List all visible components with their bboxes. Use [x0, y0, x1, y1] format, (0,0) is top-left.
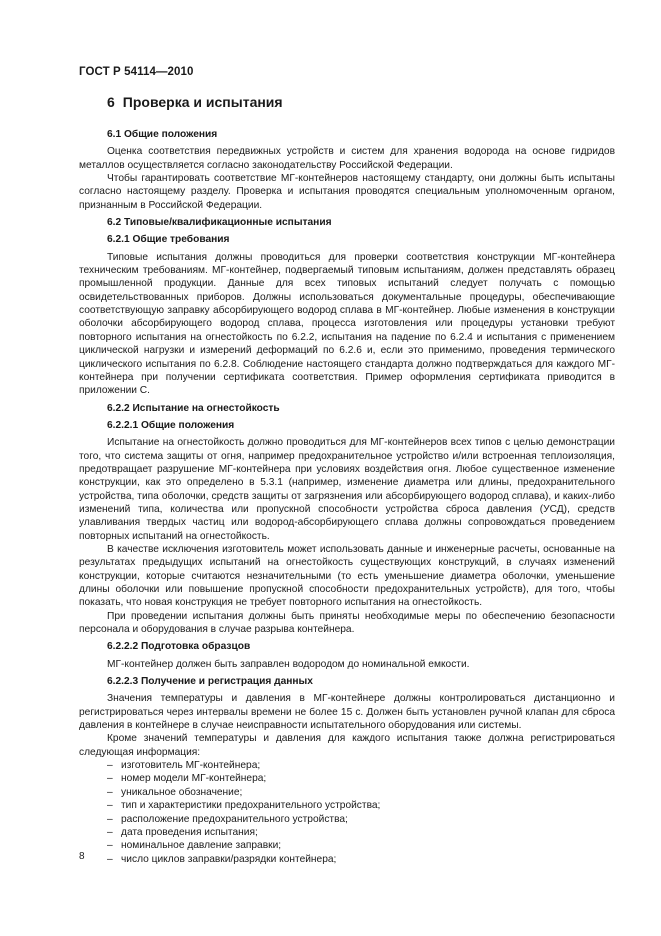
- subsection-6-2-2-title: 6.2.2 Испытание на огнестойкость: [107, 402, 280, 414]
- subsection-6-2-1-title: 6.2.1 Общие требования: [107, 234, 230, 246]
- list-dash: –: [107, 760, 113, 772]
- list-item: – уникальное обозначение;: [107, 786, 243, 798]
- list-item: – расположение предохранительного устройства;: [107, 813, 348, 825]
- section-title: Проверка и испытания: [122, 94, 283, 110]
- subsection-6-2-2-1-title: 6.2.2.1 Общие положения: [107, 419, 235, 431]
- paragraph-6-1-b: Чтобы гарантировать соответствие МГ-контейнеров настоящему стандарту, они должны быть испытаны согласно настоящему разделу. Проверка и испытания проводятся специальным уполномоченным органом, признанным в Российской Федерации.: [79, 173, 615, 211]
- list-item: – тип и характеристики предохранительного устройства;: [107, 800, 381, 812]
- paragraph-6-2-2-1-a: Испытание на огнестойкость должно проводиться для МГ-контейнеров всех типов с целью демонстрации того, что система защиты от огня, например предохранительное устройство и/или встроенная теплоизоляция, предотвращает разрушение МГ-контейнера при условиях воздействия огня. Любое существенное изменение конструкции, как это определено в 5.3.1 (например, изменение диаметра или длины, предохранительного устройства, типа оболочки, средств защиты от загрязнения или абсорбирующего водород сплава), и каких-либо изменений типа, количества или пропускной способности устройства сброса давления (УСД), средств улавливания твердых частиц или водород-абсорбирующего сплава должны сопровождаться проведением повторных испытаний на огнестойкость.: [79, 437, 615, 542]
- list-dash: –: [107, 773, 113, 785]
- paragraph-6-2-1: Типовые испытания должны проводиться для проверки соответствия конструкции МГ-контейнера техническим требованиям. МГ-контейнер, подвергаемый типовым испытаниям, должен представлять образец промышленной продукции. Данные для всех типовых испытаний следует получать с помощью освидетельствованных приборов. Должны использоваться документальные процедуры, обеспечивающие соответствующую заправку абсорбирующего водород сплава в МГ-контейнер. Любые изменения в конструкции оболочки абсорбирующего водород сплава, процесса изготовления или процедуры установки требуют повторного испытания на огнестойкость по 6.2.2, испытания на падение по 6.2.4 и испытания с применением циклической нагрузки и измерений деформаций по 6.2.6 и, если это применимо, проведения термического циклического испытания по 6.2.8. Соблюдение настоящего стандарта должно подтверждаться для каждого МГ-контейнера при получении сертификата соответствия. Пример оформления сертификата приводится в приложении С.: [79, 251, 615, 397]
- paragraph-6-2-2-3-a: Значения температуры и давления в МГ-контейнере должны контролироваться дистанционно и регистрироваться через интервалы времени не более 15 с. Должен быть установлен ручной клапан для сброса давления в контейнере в случае неисправности испытательного оборудования или системы.: [79, 693, 615, 732]
- list-item: – номинальное давление заправки;: [107, 840, 282, 852]
- subsection-6-2-2-3-title: 6.2.2.3 Получение и регистрация данных: [107, 676, 313, 688]
- paragraph-6-2-2-3-b: Кроме значений температуры и давления для каждого испытания также должна регистрироваться следующая информация:: [79, 733, 615, 758]
- list-item: – изготовитель МГ-контейнера;: [107, 760, 261, 772]
- document-body: [79, 128, 615, 866]
- section-number: 6: [107, 94, 115, 110]
- list-dash: –: [107, 840, 113, 852]
- subsection-6-2-title: 6.2 Типовые/квалификационные испытания: [107, 217, 332, 229]
- list-dash: –: [107, 826, 113, 838]
- paragraph-6-2-2-1-b: В качестве исключения изготовитель может использовать данные и инженерные расчеты, основанные на результатах предыдущих испытаний на огнестойкость существующих конструкций, в случаях изменений конструкции, которые считаются незначительными (то есть уменьшение диаметра оболочки, уменьшение длины оболочки или повышение пропускной способности предохранительных устройств), для того, чтобы показать, что новая конструкция не требует повторного испытания на огнестойкость.: [79, 543, 615, 609]
- recorded-info-list: [79, 759, 615, 866]
- page-number: 8: [79, 851, 85, 862]
- standard-header: ГОСТ Р 54114—2010: [79, 66, 194, 78]
- subsection-6-1-title: 6.1 Общие положения: [107, 129, 218, 140]
- list-dash: –: [107, 800, 113, 812]
- list-item: – число циклов заправки/разрядки контейнера;: [107, 853, 337, 865]
- list-dash: –: [107, 853, 113, 865]
- list-dash: –: [107, 813, 113, 825]
- list-item: – дата проведения испытания;: [107, 826, 258, 838]
- list-dash: –: [107, 786, 113, 798]
- paragraph-6-1-a: Оценка соответствия передвижных устройств и систем для хранения водорода на основе гидридов металлов осуществляется согласно законодательству Российской Федерации.: [79, 146, 615, 171]
- subsection-6-2-2-2-title: 6.2.2.2 Подготовка образцов: [107, 641, 251, 653]
- section-heading: [107, 94, 283, 110]
- paragraph-6-2-2-1-c: При проведении испытания должны быть приняты необходимые меры по обеспечению безопасности персонала и оборудования в случае разрыва контейнера.: [79, 610, 615, 636]
- paragraph-6-2-2-2: МГ-контейнер должен быть заправлен водородом до номинальной емкости.: [107, 658, 470, 670]
- list-item: – номер модели МГ-контейнера;: [107, 773, 267, 785]
